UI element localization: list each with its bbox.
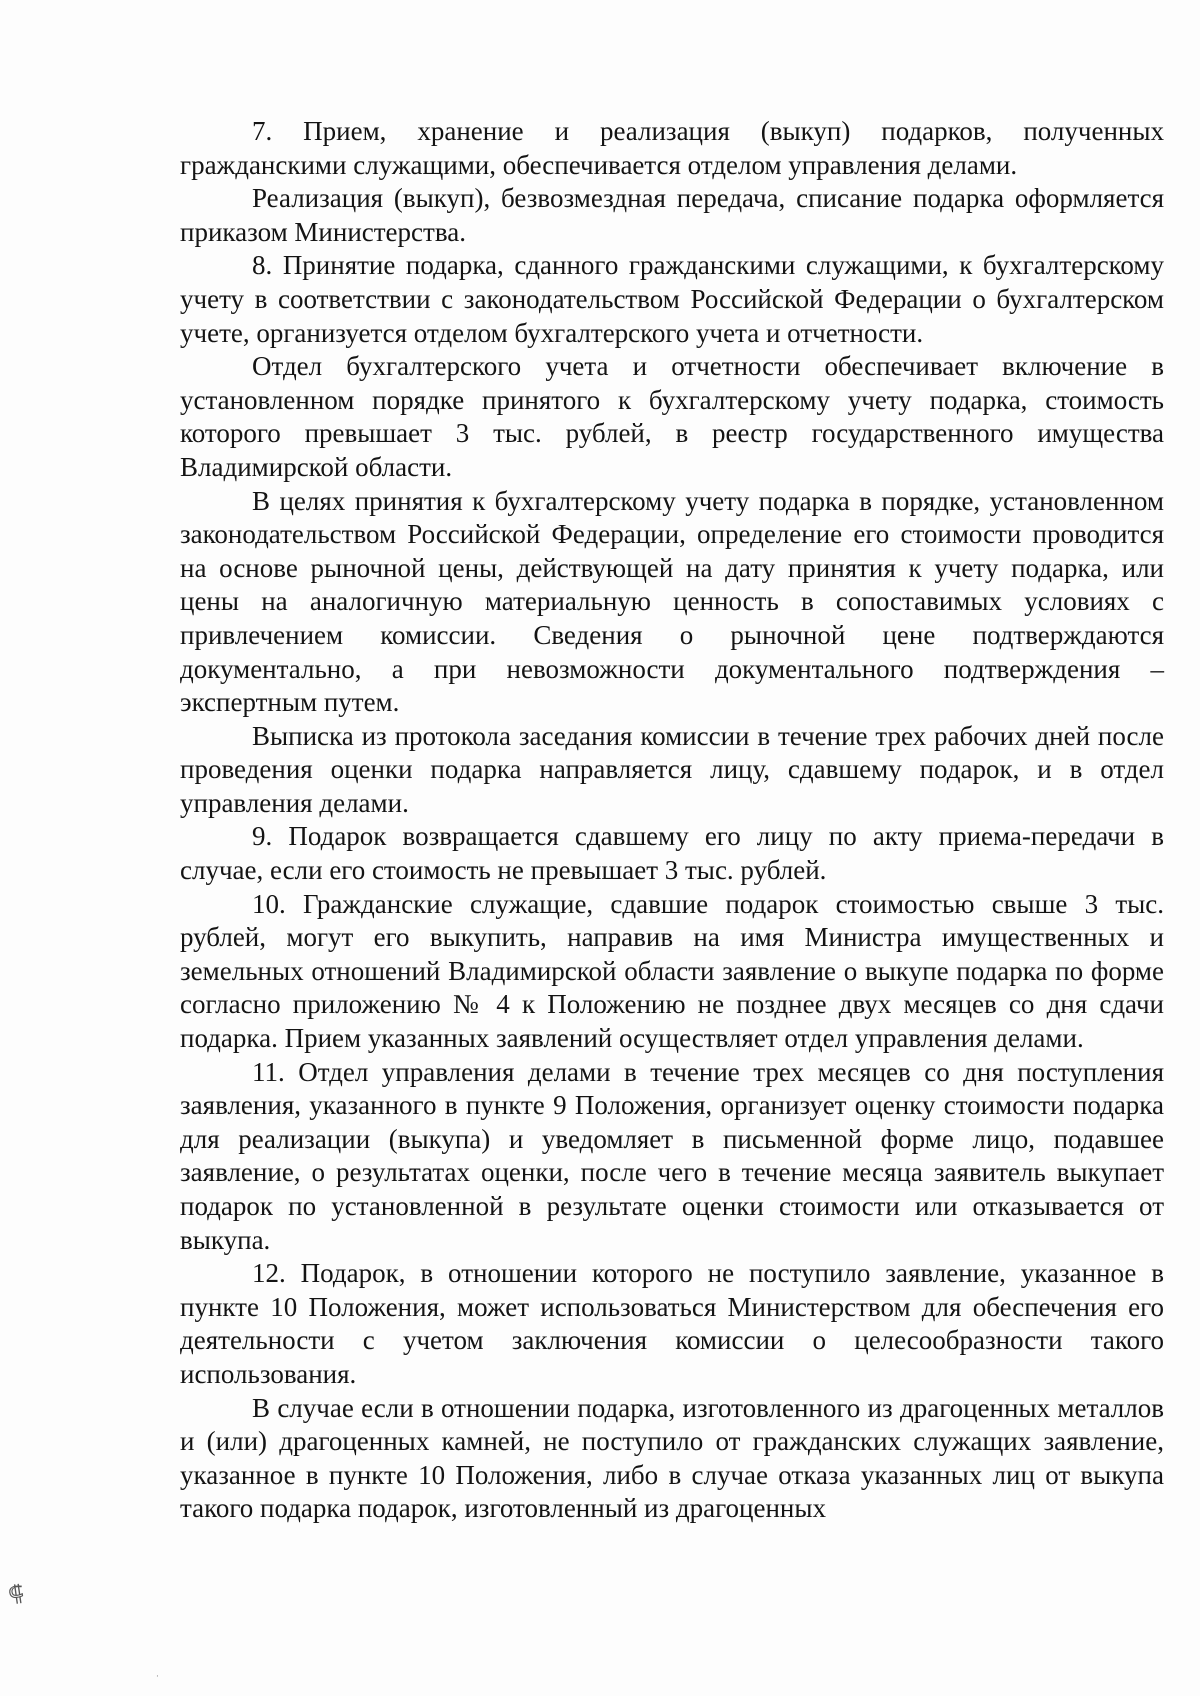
paragraph-8: 8. Принятие подарка, сданного гражданскими служащими, к бухгалтерскому учету в соответствии с законодательством Российской Федерации о бухгалтерском учете, организуется отделом бухгалтерского учета и отчетности. — [180, 250, 1164, 348]
scan-speck: · — [156, 1672, 159, 1682]
paragraph-12: 12. Подарок, в отношении которого не поступило заявление, указанное в пункте 10 Положения, может использоваться Министерством для обеспечения его деятельности с учетом заключения комиссии о целесообразности такого использования. — [180, 1258, 1164, 1389]
scan-artifact-mark: ⸿ — [6, 1581, 26, 1608]
paragraph-precious-metals: В случае если в отношении подарка, изготовленного из драгоценных металлов и (или) драгоценных камней, не поступило от гражданских служащих заявление, указанное в пункте 10 Положения, либо в случае отказа указанных лиц от выкупа такого подарка подарок, изготовленный из драгоценных — [180, 1392, 1164, 1524]
document-body — [180, 115, 1164, 1526]
paragraph-valuation: В целях принятия к бухгалтерскому учету подарка в порядке, установленном законодательством Российской Федерации, определение его стоимости проводится на основе рыночной цены, действующей на дату принятия к учету подарка, или цены на аналогичную материальную ценность в сопоставимых условиях с привлечением комиссии. Сведения о рыночной цене подтверждаются документально, а при невозможности документального подтверждения – экспертным путем. — [180, 485, 1164, 718]
paragraph-9: 9. Подарок возвращается сдавшему его лицу по акту приема-передачи в случае, если его стоимость не превышает 3 тыс. рублей. — [180, 821, 1164, 886]
paragraph-10: 10. Гражданские служащие, сдавшие подарок стоимостью свыше 3 тыс. рублей, могут его выкупить, направив на имя Министра имущественных и земельных отношений Владимирской области заявление о выкупе подарка по форме согласно приложению № 4 к Положению не позднее двух месяцев со дня сдачи подарка. Прием указанных заявлений осуществляет отдел управления делами. — [180, 888, 1164, 1054]
paragraph-7: 7. Прием, хранение и реализация (выкуп) подарков, полученных гражданскими служащими, обеспечивается отделом управления делами. — [180, 116, 1164, 180]
paragraph-registry: Отдел бухгалтерского учета и отчетности обеспечивает включение в установленном порядке принятого к бухгалтерскому учету подарка, стоимость которого превышает 3 тыс. рублей, в реестр государственного имущества Владимирской области. — [180, 351, 1164, 482]
paragraph-sale-order: Реализация (выкуп), безвозмездная передача, списание подарка оформляется приказом Министерства. — [180, 183, 1164, 247]
paragraph-11: 11. Отдел управления делами в течение трех месяцев со дня поступления заявления, указанного в пункте 9 Положения, организует оценку стоимости подарка для реализации (выкупа) и уведомляет в письменной форме лицо, подавшее заявление, о результатах оценки, после чего в течение месяца заявитель выкупает подарок по установленной в результате оценки стоимости или отказывается от выкупа. — [180, 1056, 1164, 1255]
paragraph-protocol-extract: Выписка из протокола заседания комиссии в течение трех рабочих дней после проведения оценки подарка направляется лицу, сдавшему подарок, и в отдел управления делами. — [180, 720, 1164, 818]
